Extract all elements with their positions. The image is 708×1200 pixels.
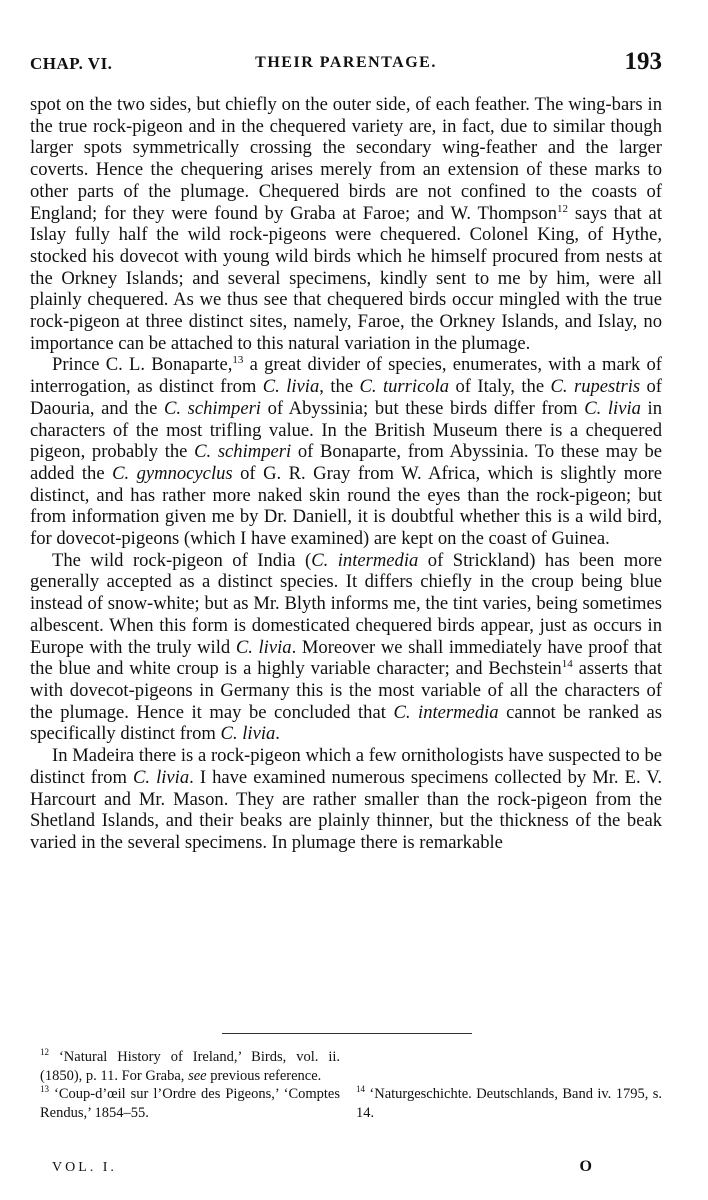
footnote-13 [40, 1085, 340, 1122]
signature-mark: O [579, 1158, 592, 1175]
footnote-14 [356, 1085, 662, 1122]
footnote-number: 13 [40, 1084, 49, 1095]
text-run: in characters of the most trifling value. In the British Museum there is a chequered pigeon, probably the [30, 397, 663, 463]
text-run: , the [319, 376, 360, 398]
text-run: cannot be ranked as specifically distinct from [30, 701, 662, 745]
chapter-label: CHAP. VI. [30, 54, 113, 73]
text-run: previous reference. [206, 1067, 322, 1084]
text-run: of Italy, the [449, 376, 551, 398]
text-run: The wild rock-pigeon of India ( [52, 549, 312, 571]
text-run: of Abyssinia; but these birds differ from [260, 397, 585, 419]
species-name: C. livia [235, 636, 292, 658]
species-name: C. turricola [359, 376, 450, 398]
text-run: spot on the two sides, but chiefly on the outer side, of each feather. The wing-bars in the true rock-pigeon and in the chequered variety are, in fact, due to similar though larger spots symmetrically crossing the secondary wing-feather and the larger coverts. Hence the chequering arises merely from an extension of these marks to other parts of the plumage. Chequered birds are not confined to the coasts of England; for they were found by Graba at Faroe; and W. Thompson [30, 94, 662, 224]
species-name: C. livia [584, 397, 641, 419]
running-title: THEIR PARENTAGE. [255, 54, 437, 71]
paragraph-4 [30, 745, 662, 854]
species-name: C. livia [132, 766, 190, 788]
text-run: a great divider of species, enumerates, with a mark of interrogation, as distinct from [30, 354, 662, 398]
footnote-ref-13: 13 [232, 354, 244, 367]
text-run: . Moreover we shall immediately have proof that the blue and white croup is a highly variable character; and Bechstein [30, 636, 662, 680]
species-name: C. rupestris [550, 376, 641, 398]
text-run: . I have examined numerous specimens collected by Mr. E. V. Harcourt and Mr. Mason. They are rather smaller than the rock-pigeon from the Shetland Islands, and their beaks are plainly thinner, but the thickness of the beak varied in the several specimens. In plumage there is remarkable [30, 766, 662, 853]
text-run: says that at Islay fully half the wild rock-pigeons were chequered. Colonel King, of Hythe, stocked his dovecot with young wild birds which he himself procured from nests at the Orkney Islands; and several specimens, kindly sent to me by him, were all plainly chequered. As we thus see that chequered birds occur mingled with the true rock-pigeon at three distinct sites, namely, Faroe, the Orkney Islands, and Islay, no importance can be attached to this natural variation in the plumage. [30, 202, 662, 354]
paragraph-3 [30, 550, 662, 745]
species-name: C. gymnocyclus [112, 462, 233, 484]
text-run: ‘Naturgeschichte. Deutschlands, Band iv. 1795, s. 14. [356, 1086, 662, 1121]
book-page [30, 0, 662, 1200]
text-run: ‘Coup-d’œil sur l’Ordre des Pigeons,’ ‘Comptes Rendus,’ 1854–55. [40, 1086, 340, 1121]
text-run: Prince C. L. Bonaparte, [52, 354, 233, 376]
page-number: 193 [624, 48, 662, 75]
text-run: In Madeira there is a rock-pigeon which a few ornithologists have suspected to be distinct from [30, 745, 662, 788]
species-name: C. intermedia [393, 701, 499, 723]
footnotes-left-column [40, 1048, 340, 1122]
footnote-12 [40, 1048, 340, 1085]
text-run: . [275, 723, 280, 745]
text-run: of G. R. Gray from W. Africa, which is slightly more distinct, and has rather more naked skin round the eyes than the rock-pigeon; but from information given me by Dr. Daniell, it is doubtful whether this is a wild bird, for dovecot-pigeons (which I have examined) are kept on the coast of Guinea. [30, 462, 662, 550]
footnotes-right-column [356, 1048, 662, 1122]
running-header [30, 48, 662, 82]
volume-signature: VOL. I. [52, 1160, 117, 1175]
body-text [30, 94, 662, 854]
footnote-number: 12 [40, 1047, 49, 1058]
text-run: of Strickland) has been more generally accepted as a distinct species. It differs chiefly in the croup being blue instead of snow-white; but as Mr. Blyth informs me, the tint varies, being sometimes albescent. When this form is domesticated chequered birds appear, just as occurs in Europe with the truly wild [30, 549, 662, 658]
text-run: of Daouria, and the [30, 376, 663, 419]
text-run: see [188, 1067, 207, 1084]
text-run: asserts that with dovecot-pigeons in Germany this is the most variable of all the characters of the plumage. Hence it may be concluded that [30, 658, 662, 723]
footnote-ref-12: 12 [557, 202, 569, 215]
species-name: C. schimperi [194, 441, 292, 463]
paragraph-1 [30, 94, 662, 354]
footnote-ref-14: 14 [561, 658, 573, 671]
text-run: ‘Natural History of Ireland,’ Birds, vol. ii. (1850), p. 11. For Graba, [40, 1049, 340, 1084]
species-name: C. schimperi [163, 397, 261, 419]
species-name: C. livia [262, 376, 320, 398]
species-name: C. livia [220, 723, 276, 745]
species-name: C. intermedia [311, 549, 419, 571]
footnote-divider [222, 1033, 472, 1034]
paragraph-2 [30, 354, 662, 549]
text-run: of Bonaparte, from Abyssinia. To these may be added the [30, 441, 663, 484]
footnote-number: 14 [356, 1084, 365, 1095]
